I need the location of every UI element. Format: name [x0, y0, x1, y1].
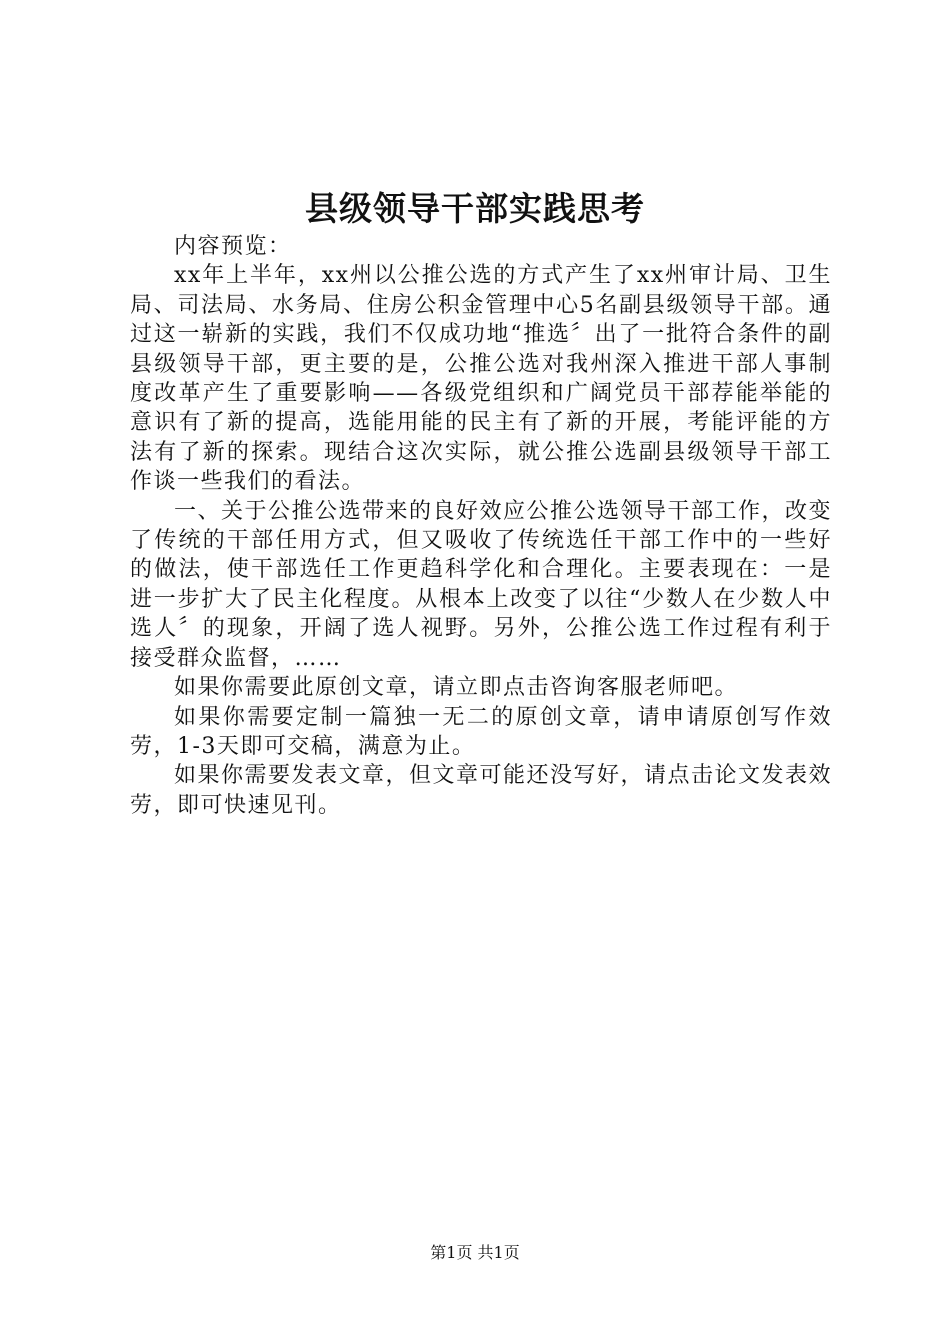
document-title: 县级领导干部实践思考: [305, 189, 645, 228]
preview-label: 内容预览：: [174, 234, 292, 259]
document-body: [130, 232, 832, 820]
page-footer: 第1页 共1页: [430, 1243, 520, 1262]
intro-paragraph: xx年上半年，xx州以公推公选的方式产生了xx州审计局、卫生局、司法局、水务局、住房公积金管理中心5名副县级领导干部。通过这一崭新的实践，我们不仅成功地“推选〞出了一批符合条件的副县级领导干部，更主要的是，公推公选对我州深入推进干部人事制度改革产生了重要影响——各级党组织和广阔党员干部荐能举能的意识有了新的提高，选能用能的民主有了新的开展，考能评能的方法有了新的探索。现结合这次实际，就公推公选副县级领导干部工作谈一些我们的看法。: [130, 263, 832, 495]
section-one-paragraph: 一、关于公推公选带来的良好效应公推公选领导干部工作，改变了传统的干部任用方式，但又吸收了传统选任干部工作中的一些好的做法，使干部选任工作更趋科学化和合理化。主要表现在：一是进一步扩大了民主化程度。从根本上改变了以往“少数人在少数人中选人〞的现象，开阔了选人视野。另外，公推公选工作过程有利于接受群众监督，……: [130, 498, 833, 671]
publish-paragraph: 如果你需要发表文章，但文章可能还没写好，请点击论文发表效劳，即可快速见刊。: [130, 763, 833, 818]
custom-writing-paragraph: 如果你需要定制一篇独一无二的原创文章，请申请原创写作效劳，1-3天即可交稿，满意为止。: [130, 704, 832, 759]
consult-paragraph: 如果你需要此原创文章，请立即点击咨询客服老师吧。: [174, 675, 739, 701]
